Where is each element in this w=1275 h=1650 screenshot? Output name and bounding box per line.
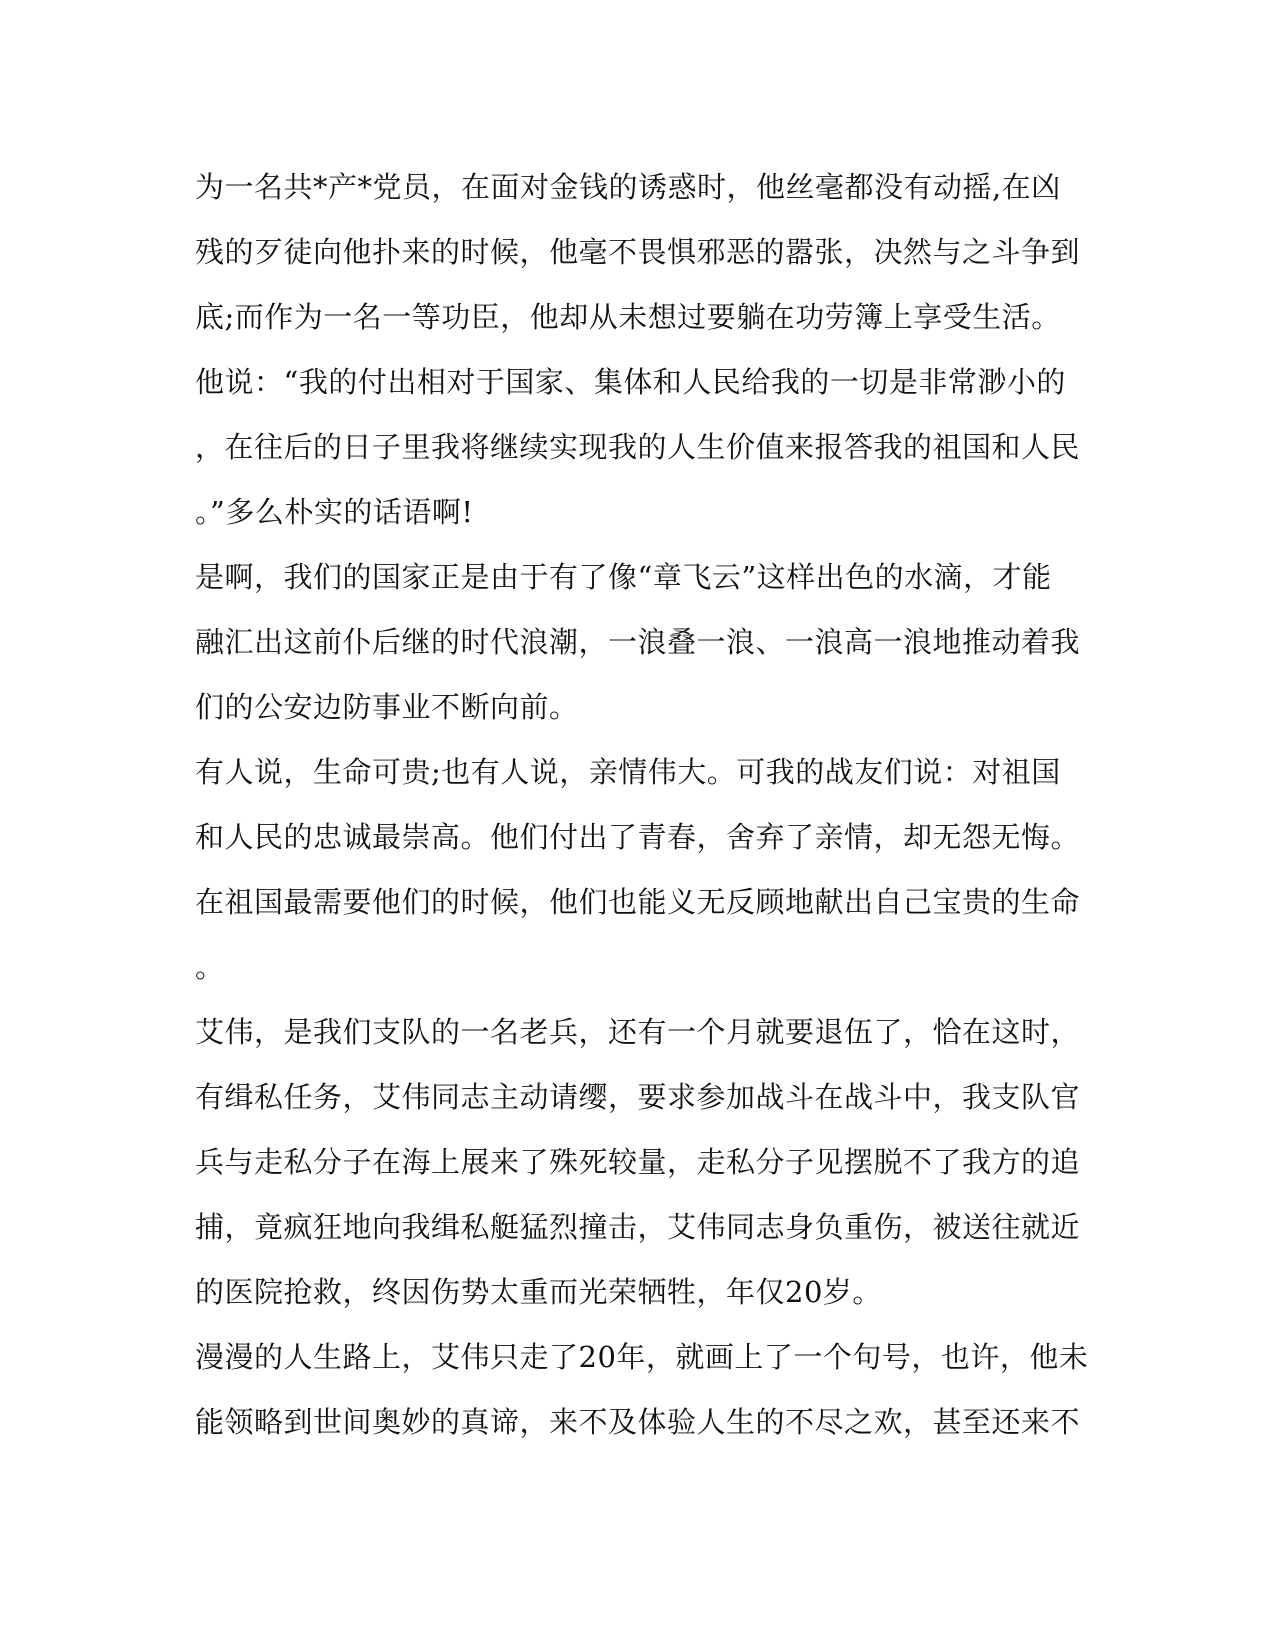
text-line-17: 捕，竟疯狂地向我缉私艇猛烈撞击，艾伟同志身负重伤，被送往就近 [195, 1210, 1081, 1244]
text-line-14: 艾伟，是我们支队的一名老兵，还有一个月就要退伍了，恰在这时， [195, 1015, 1081, 1049]
text-line-18: 的医院抢救，终因伤势太重而光荣牺牲，年仅20岁。 [195, 1275, 882, 1309]
text-line-2: 残的歹徒向他扑来的时候，他毫不畏惧邪恶的嚣张，决然与之斗争到 [195, 235, 1081, 269]
text-line-11: 和人民的忠诚最崇高。他们付出了青春，舍弃了亲情，却无怨无悔。 [195, 820, 1081, 854]
text-line-6: 。”多么朴实的话语啊! [195, 495, 474, 529]
text-line-9: 们的公安边防事业不断向前。 [195, 690, 579, 724]
text-line-8: 融汇出这前仆后继的时代浪潮，一浪叠一浪、一浪高一浪地推动着我 [195, 625, 1081, 659]
text-line-20: 能领略到世间奥妙的真谛，来不及体验人生的不尽之欢，甚至还来不 [195, 1405, 1081, 1439]
text-line-19: 漫漫的人生路上，艾伟只走了20年，就画上了一个句号，也许，他未 [195, 1340, 1089, 1374]
text-line-13: 。 [195, 950, 225, 984]
text-line-1: 为一名共*产*党员，在面对金钱的诱惑时，他丝毫都没有动摇,在凶 [195, 170, 1061, 204]
text-line-10: 有人说，生命可贵;也有人说，亲情伟大。可我的战友们说：对祖国 [195, 755, 1061, 789]
text-line-7: 是啊，我们的国家正是由于有了像“章飞云”这样出色的水滴，才能 [195, 560, 1052, 594]
text-line-16: 兵与走私分子在海上展来了殊死较量，走私分子见摆脱不了我方的追 [195, 1145, 1081, 1179]
text-line-4: 他说：“我的付出相对于国家、集体和人民给我的一切是非常渺小的 [195, 365, 1066, 399]
text-line-12: 在祖国最需要他们的时候，他们也能义无反顾地献出自己宝贵的生命 [195, 885, 1081, 919]
body-text [195, 167, 1089, 1467]
text-line-3: 底;而作为一名一等功臣，他却从未想过要躺在功劳簿上享受生活。 [195, 300, 1061, 334]
text-line-5: ，在往后的日子里我将继续实现我的人生价值来报答我的祖国和人民 [195, 430, 1081, 464]
text-line-15: 有缉私任务，艾伟同志主动请缨，要求参加战斗在战斗中，我支队官 [195, 1080, 1081, 1114]
